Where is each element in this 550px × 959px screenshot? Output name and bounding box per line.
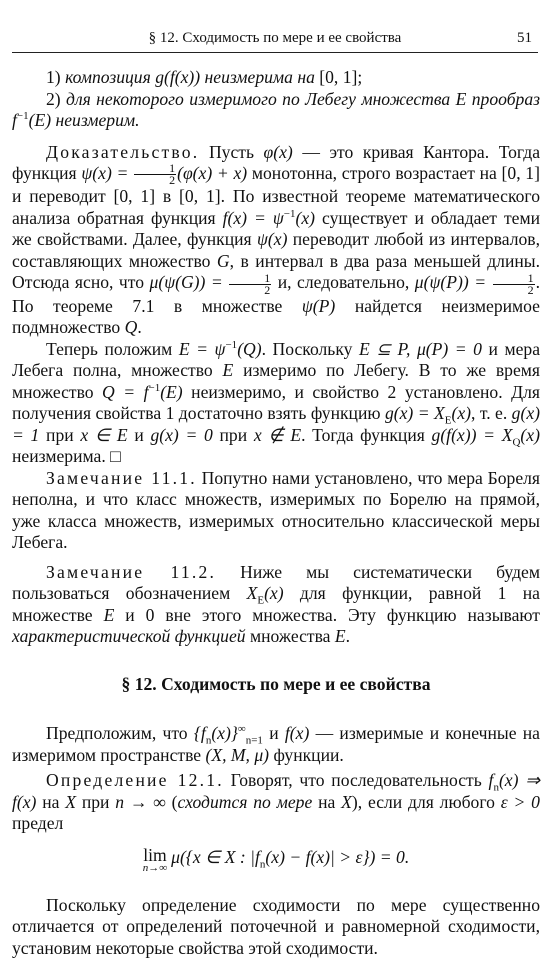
section-heading: § 12. Сходимость по мере и ее свойства	[121, 673, 431, 694]
definition-12-1: Определение 12.1. Говорят, что последовательность $f_n(x)$ ⇒ f(x) на X при n → ∞ (сходится по мере на X), если для любого ε > 0 предел	[12, 770, 540, 834]
fraction: $\frac{1}{2}$	[493, 273, 535, 296]
limit-formula: lim n→∞ μ({x ∈ X : $|f_n(x) - f(x)| > \varepsilon\}) = 0$.	[142, 844, 410, 874]
page-number: 51	[517, 30, 532, 46]
property-2: 2) для некоторого измеримого по Лебегу множества E прообраз $f^{-1}(E)$ неизмерим.	[12, 88, 540, 130]
remark-11-2: Замечание 11.2. Ниже мы систематически будем пользоваться обозначением $X_E(x)$ для функции, равной 1 на множестве E и 0 вне этого множества. Эту функцию называют характеристической функцией множества E.	[12, 561, 540, 647]
proof-paragraph-2: Теперь положим $E = \psi^{-1}(Q)$. Поскольку E ⊆ P, μ(P) = 0 и мера Лебега полна, множество E измеримо по Лебегу. В то же время множество $Q = f^{-1}(E)$ неизмеримо, и свойство 2 установлено. Для получения свойства 1 достаточно взять функцию $g(x) = X_E(x)$, т. е. g(x) = 1 при x ∈ E и g(x) = 0 при x ∉ E. Тогда функция $g(f(x)) = X_Q(x)$ неизмерима. □	[12, 338, 541, 467]
running-title: § 12. Сходимость по мере и ее свойства	[148, 30, 402, 46]
lim-operator: lim n→∞	[142, 844, 168, 874]
fraction: $\frac{1}{2}$	[134, 163, 176, 186]
page-body	[12, 67, 540, 959]
fraction: $\frac{1}{2}$	[229, 273, 271, 296]
proof-paragraph: Доказательство. Пусть φ(x) — это кривая Кантора. Тогда функция ψ(x) = $\frac{1}{2}$ (φ(x) + x) монотонна, строго возрастает на [0, 1] и переводит [0, 1] в [0, 1]. По известной теореме математического анализа обратная функция $f(x) = \psi^{-1}(x)$ существует и обладает теми же свойствами. Далее, функция ψ(x) переводит любой из интервалов, составляющих множество G, в интервал в два раза меньшей длины. Отсюда ясно, что μ(ψ(G)) = $\frac{1}{2}$ и, следовательно, μ(ψ(P)) = $\frac{1}{2}$ . По теореме 7.1 в множестве ψ(P) найдется неизмеримое подмножество Q.	[12, 141, 541, 338]
header-rule	[12, 52, 538, 53]
running-header	[12, 26, 538, 52]
closing-paragraph: Поскольку определение сходимости по мере существенно отличается от определений поточечной и равномерной сходимости, установим некоторые свойства этой сходимости.	[12, 894, 540, 958]
section-intro: Предположим, что $\{f_n(x)\}^\infty_{n=1}$ и f(x) — измеримые и конечные на измеримом пространстве (X, M, μ) функции.	[12, 723, 540, 765]
remark-11-1: Замечание 11.1. Попутно нами установлено, что мера Бореля неполна, и что класс множеств, измеримых по Борелю на прямой, уже класса множеств, измеримых относительно классической меры Лебега.	[12, 467, 541, 553]
property-1: 1) композиция g(f(x)) неизмерима на [0, 1];	[46, 67, 363, 87]
